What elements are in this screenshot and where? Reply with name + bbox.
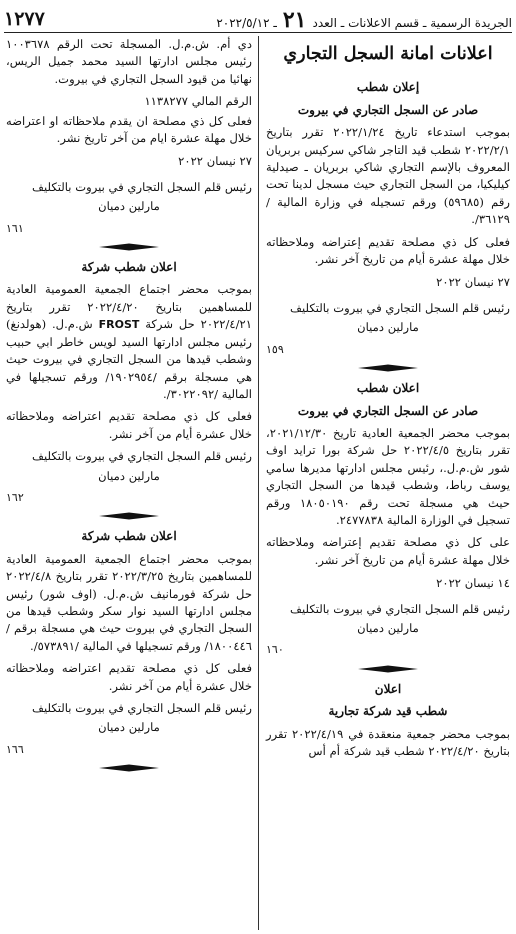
notice-heading: اعلان شطب bbox=[356, 381, 420, 396]
column-divider bbox=[258, 36, 259, 930]
notice-subheading: صادر عن السجل التجاري في بيروت bbox=[297, 403, 479, 418]
company-name: FROST bbox=[98, 318, 140, 332]
notice-159 bbox=[266, 79, 510, 358]
notice-162 bbox=[6, 259, 252, 506]
notice-objection: فعلى كل ذي مصلحة تقديم إعتراضه وملاحظاته خلال مهلة عشرة أيام من تاريخ آخر نشر. bbox=[266, 234, 510, 267]
separator-ornament bbox=[266, 663, 510, 675]
signer-title: رئيس قلم السجل التجاري في بيروت بالتكليف bbox=[290, 601, 510, 616]
fiscal-number: الرقم المالي ١١٣٨٢٧٧ bbox=[144, 94, 252, 109]
signer-name: مارلين دميان bbox=[357, 620, 419, 635]
page-header bbox=[4, 4, 512, 33]
page-number: ١٢٧٧ bbox=[4, 8, 45, 30]
notice-body: دي أم. ش.م.ل. المسجلة تحت الرقم ١٠٠٣٦٧٨ رئيس مجلس ادارتها السيد محمد جميل الريس، نهائيا من قيود السجل التجاري في بيروت. bbox=[6, 37, 252, 86]
journal-title: الجريدة الرسمية ـ قسم الاعلانات ـ العدد bbox=[312, 16, 512, 30]
separator-ornament bbox=[6, 510, 252, 522]
notice-body-end: ش.م.ل. (هولدنغ) رئيس مجلس ادارتها السيد لويس خاطر ابي حبيب وشطب قيدها من السجل التجاري في بيروت حيث هي مسجلة برقم /١٩٠٢٩٥٤/ ورقم تسجيلها في المالية /٣٠٢٢٠٩٢/. bbox=[6, 317, 253, 401]
notice-number: ١٦٦ bbox=[6, 742, 24, 756]
signer-title: رئيس قلم السجل التجاري في بيروت بالتكليف bbox=[290, 300, 510, 315]
notice-heading: اعلان شطب شركة bbox=[81, 529, 177, 544]
notice-subheading: صادر عن السجل التجاري في بيروت bbox=[297, 102, 479, 117]
notice-body bbox=[6, 281, 252, 403]
notice-body: بموجب محضر جمعية منعقدة في ٢٠٢٢/٤/١٩ تقرر بتاريخ ٢٠٢٢/٤/٢٠ شطب قيد شركة أم أس bbox=[266, 726, 510, 758]
notice-date: ٢٧ نيسان ٢٠٢٢ bbox=[178, 154, 252, 169]
notice-heading: اعلان شطب شركة bbox=[81, 260, 177, 275]
notice-heading: إعلان شطب bbox=[356, 80, 420, 95]
right-column bbox=[266, 36, 510, 934]
notice-body-start: بموجب محضر اجتماع الجمعية العمومية العادية للمساهمين بتاريخ ٢٠٢٢/٤/٢٠ تقرر بتاريخ ٢٠٢٢/٤/٢١ حل شركة bbox=[6, 282, 253, 332]
signer-name: مارلين دميان bbox=[98, 199, 160, 214]
separator-ornament bbox=[6, 241, 252, 253]
signer-title: رئيس قلم السجل التجاري في بيروت بالتكليف bbox=[32, 449, 252, 464]
signer-title: رئيس قلم السجل التجاري في بيروت بالتكليف bbox=[32, 701, 252, 715]
notice-body: بموجب محضر الجمعية العادية تاريخ ٢٠٢١/١٢/٣٠، تقرر بتاريخ ٢٠٢٢/٤/٥ حل شركة بورا ترايد اوف شور ش.م.ل.، رئيس مجلس ادارتها مديرها سامي يوسف رباط، وشطب قيدها من السجل التجاري حيث هي مسجلة تحت رقم ١٨٠٥٠١٩٠ ورقم تسجيل في الوزارة المالية ٢٤٧٧٨٣٨. bbox=[266, 425, 510, 527]
separator-ornament bbox=[6, 762, 252, 774]
signer-name: مارلين دميان bbox=[98, 468, 160, 483]
notice-objection: فعلى كل ذي مصلحة تقديم اعتراضه وملاحظاته خلال عشرة أيام من آخر نشر. bbox=[6, 409, 252, 441]
header-title-group bbox=[216, 7, 512, 33]
section-title: اعلانات امانة السجل التجاري bbox=[283, 44, 493, 64]
notice-number: ١٦٠ bbox=[266, 643, 284, 657]
notice-date: ١٤ نيسان ٢٠٢٢ bbox=[436, 576, 510, 591]
notice-body: بموجب محضر اجتماع الجمعية العمومية العادية للمساهمين بتاريخ ٢٠٢٢/٣/٢٥ تقرر بتاريخ ٢٠٢٢/٤/٨ حل شركة فورمانيف ش.م.ل. (اوف شور) رئيس مجلس ادارتها السيد نوار سكر وشطب قيدها من السجل التجاري في بيروت حيث هي مسجلة برقم /١٨٠٠٤٤٦/ ورقم تسجيلها في المالية /٥٧٣٨٩١/. bbox=[6, 551, 252, 653]
issue-date: ـ ٢٠٢٢/٥/١٢ bbox=[216, 16, 277, 30]
notice-heading: اعلان bbox=[374, 681, 402, 696]
notice-166 bbox=[6, 528, 252, 758]
notice-objection: فعلى كل ذي مصلحة ان يقدم ملاحظاته او اعتراضه خلال مهلة عشرة ايام من آخر تاريخ نشر. bbox=[6, 113, 252, 146]
notice-subheading: شطب قيد شركة تجارية bbox=[328, 704, 448, 719]
notice-161 bbox=[6, 36, 252, 237]
notice-number: ١٦١ bbox=[6, 221, 24, 235]
separator-ornament bbox=[266, 362, 510, 374]
signer-name: مارلين دميان bbox=[98, 720, 160, 735]
notice-partial bbox=[266, 681, 510, 761]
issue-number: ٢١ bbox=[282, 7, 307, 33]
notice-number: ١٥٩ bbox=[266, 342, 284, 356]
signer-title: رئيس قلم السجل التجاري في بيروت بالتكليف bbox=[32, 179, 252, 194]
notice-date: ٢٧ نيسان ٢٠٢٢ bbox=[436, 275, 510, 290]
notice-objection: على كل ذي مصلحة تقديم إعتراضه وملاحظاته خلال مهلة عشرة أيام من تاريخ آخر نشر. bbox=[266, 535, 510, 567]
notice-number: ١٦٢ bbox=[6, 490, 24, 504]
left-column bbox=[6, 36, 252, 934]
signer-name: مارلين دميان bbox=[357, 320, 419, 335]
notice-objection: فعلى كل ذي مصلحة تقديم اعتراضه وملاحظاته خلال عشرة أيام من آخر نشر. bbox=[6, 661, 252, 693]
notice-160 bbox=[266, 380, 510, 659]
notice-body: بموجب استدعاء تاريخ ٢٠٢٢/١/٢٤ تقرر بتاريخ ٢٠٢٢/٢/١ شطب قيد التاجر شاكي سركيس بربريان المعروف بالإسم التجاري شاكي بربريان ـ صيدلية كيليكيا، من السجل التجاري حيث مسجل لدينا تحت رقم (٥٩٦٨٥) ورقم تسجيله في وزارة المالية /٣٦١٢٩/. bbox=[266, 125, 510, 227]
